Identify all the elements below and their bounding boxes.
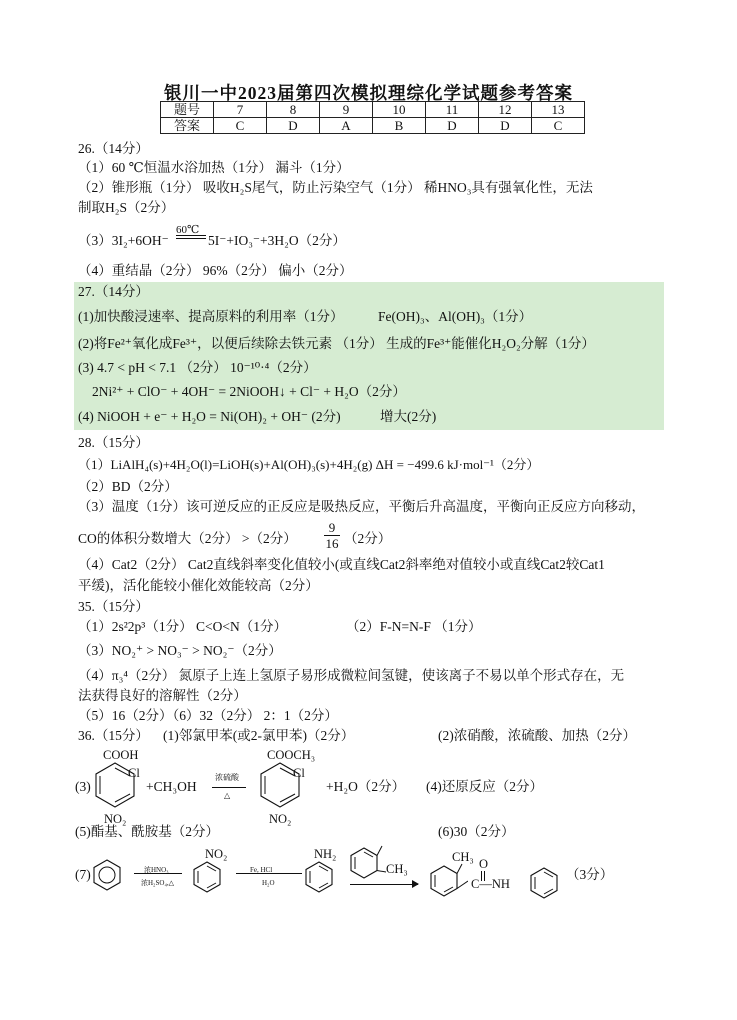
ch3-label-2: CH₃ bbox=[452, 850, 474, 864]
benzene-ring-6 bbox=[344, 842, 388, 882]
table-cell: C bbox=[532, 118, 585, 134]
benzene-ring-4 bbox=[190, 860, 224, 894]
table-row bbox=[161, 102, 585, 118]
q36-part7-score: （3分） bbox=[566, 867, 614, 882]
cooh-label: COOH bbox=[103, 748, 139, 762]
cond-top-1: 浓硫酸 bbox=[215, 773, 239, 782]
arrow2-top: Fe, HCl bbox=[250, 866, 273, 874]
q26-line4-right: 5I⁻+IO₃⁻+3H₂O（2分） bbox=[208, 233, 346, 248]
table-cell: 9 bbox=[320, 102, 373, 118]
arrow2-bot: H₂O bbox=[262, 879, 275, 887]
table-cell: D bbox=[479, 118, 532, 134]
q28-line2: （2）BD（2分） bbox=[78, 479, 178, 494]
q28-line3: （3）温度（1分）该可逆反应的正反应是吸热反应，平衡后升高温度，平衡向正反应方向移动， bbox=[78, 499, 645, 514]
q36-part5: (5)酯基、酰胺基（2分） bbox=[75, 824, 219, 839]
table-row bbox=[161, 118, 585, 134]
oxygen-label: O bbox=[479, 857, 489, 871]
q27-line5-left: (4) NiOOH + e⁻ + H₂O = Ni(OH)₂ + OH⁻ (2分) bbox=[78, 409, 341, 424]
answer-table bbox=[160, 101, 585, 134]
cond-bot-1: △ bbox=[224, 791, 231, 800]
fraction-numerator: 9 bbox=[324, 520, 340, 536]
no2-label-1: NO₂ bbox=[104, 812, 127, 826]
no2-label-3: NO₂ bbox=[205, 847, 228, 861]
benzene-ring-2 bbox=[255, 760, 305, 812]
benzene-ring-3 bbox=[90, 858, 124, 892]
benzene-ring-8 bbox=[526, 866, 562, 902]
table-cell: 题号 bbox=[161, 102, 214, 118]
q36-heading: 36.（15分） bbox=[78, 728, 149, 743]
q26-line2: （2）锥形瓶（1分） 吸收H₂S尾气，防止污染空气（1分） 稀HNO₃具有强氧化性，无法 bbox=[78, 180, 593, 195]
reaction-arrow-2 bbox=[134, 873, 182, 874]
q26-line3: 制取H₂S（2分） bbox=[78, 200, 175, 215]
benzene-ring-1 bbox=[90, 760, 140, 812]
methanol-reactant: +CH₃OH bbox=[146, 779, 197, 794]
table-cell: 10 bbox=[373, 102, 426, 118]
ch3-label-1: CH₃ bbox=[386, 862, 408, 876]
equals-bar-bottom bbox=[176, 238, 206, 239]
table-cell: C bbox=[214, 118, 267, 134]
arrow1-bot: 浓H₂SO₄,△ bbox=[141, 879, 175, 887]
no2-label-2: NO₂ bbox=[269, 812, 292, 826]
benzene-ring-5 bbox=[302, 860, 336, 894]
q35-line2: （3）NO₂⁺ > NO₃⁻ > NO₂⁻（2分） bbox=[78, 643, 282, 658]
q27-line1-left: (1)加快酸浸速率、提高原料的利用率（1分） bbox=[78, 309, 344, 324]
q36-line1-left: (1)邻氯甲苯(或2-氯甲苯)（2分） bbox=[163, 728, 355, 743]
q26-line1: （1）60 ℃恒温水浴加热（1分） 漏斗（1分） bbox=[78, 160, 350, 175]
table-cell: 7 bbox=[214, 102, 267, 118]
q27-line2: (2)将Fe²⁺氧化成Fe³⁺，以便后续除去铁元素 （1分） 生成的Fe³⁺能催化H₂O₂分解（1分） bbox=[78, 336, 595, 351]
table-cell: D bbox=[267, 118, 320, 134]
q36-part7-label: (7) bbox=[75, 867, 91, 882]
q35-line1-left: （1）2s²2p³（1分） C<O<N（1分） bbox=[78, 619, 287, 634]
fraction-denominator: 16 bbox=[325, 536, 339, 551]
q35-line4: 法获得良好的溶解性（2分） bbox=[78, 688, 247, 703]
table-cell: 13 bbox=[532, 102, 585, 118]
fraction bbox=[324, 520, 340, 551]
table-cell: 12 bbox=[479, 102, 532, 118]
table-cell: 8 bbox=[267, 102, 320, 118]
cooch3-label: COOCH₃ bbox=[267, 748, 316, 762]
nh2-label: NH₂ bbox=[314, 847, 337, 861]
table-cell: A bbox=[320, 118, 373, 134]
q36-line1-right: (2)浓硝酸，浓硫酸、加热（2分） bbox=[438, 728, 636, 743]
arrow-head bbox=[412, 880, 419, 888]
reaction-condition: 60℃ bbox=[176, 224, 200, 236]
reaction-arrow-4 bbox=[350, 884, 418, 885]
water-product: +H₂O（2分） bbox=[326, 779, 406, 794]
table-cell: B bbox=[373, 118, 426, 134]
arrow1-top: 浓HNO₃ bbox=[144, 866, 169, 874]
q26-line4-left: （3）3I₂+6OH⁻ bbox=[78, 233, 169, 248]
q26-heading: 26.（14分） bbox=[78, 141, 149, 156]
q28-line1: （1）LiAlH₄(s)+4H₂O(l)=LiOH(s)+Al(OH)₃(s)+4H₂(g) ΔH = −499.6 kJ·mol⁻¹（2分） bbox=[78, 457, 540, 472]
q28-line4-right: （2分） bbox=[344, 531, 392, 546]
q35-line3: （4）π₃⁴（2分） 氮原子上连上氢原子易形成微粒间氢键，使该离子不易以单个形式存在，无 bbox=[78, 668, 625, 683]
table-cell: D bbox=[426, 118, 479, 134]
table-cell: 答案 bbox=[161, 118, 214, 134]
q27-line1-right: Fe(OH)₃、Al(OH)₃（1分） bbox=[378, 309, 533, 324]
q27-line4: 2Ni²⁺ + ClO⁻ + 4OH⁻ = 2NiOOH↓ + Cl⁻ + H₂O（2分） bbox=[92, 384, 406, 399]
page-title: 银川一中2023届第四次模拟理综化学试题参考答案 bbox=[164, 83, 573, 103]
q27-line3: (3) 4.7 < pH < 7.1 （2分） 10⁻¹⁰·⁴（2分） bbox=[78, 360, 317, 375]
q35-line1-right: （2）F-N=N-F （1分） bbox=[346, 619, 482, 634]
q28-line6: 平缓)，活化能较小催化效能较高（2分） bbox=[78, 578, 319, 593]
q28-heading: 28.（15分） bbox=[78, 435, 149, 450]
q35-heading: 35.（15分） bbox=[78, 599, 149, 614]
q36-part6: (6)30（2分） bbox=[438, 824, 515, 839]
q28-line4-left: CO的体积分数增大（2分） >（2分） bbox=[78, 531, 297, 546]
q36-part4: (4)还原反应（2分） bbox=[426, 779, 543, 794]
q36-part3-label: (3) bbox=[75, 779, 91, 794]
table-cell: 11 bbox=[426, 102, 479, 118]
cl-label-1: Cl bbox=[128, 766, 140, 780]
equals-bar-top bbox=[176, 235, 206, 236]
q35-line5: （5）16（2分）（6）32（2分） 2：1（2分） bbox=[78, 708, 338, 723]
q26-line5: （4）重结晶（2分） 96%（2分） 偏小（2分） bbox=[78, 263, 353, 278]
cl-label-2: Cl bbox=[293, 766, 305, 780]
q28-line5: （4）Cat2（2分） Cat2直线斜率变化值较小(或直线Cat2斜率绝对值较小或直线Cat2较Cat1 bbox=[78, 557, 605, 572]
amide-label: C—NH bbox=[471, 877, 510, 891]
reaction-arrow-3 bbox=[236, 873, 302, 874]
benzene-ring-7 bbox=[424, 862, 468, 902]
q27-line5-right: 增大(2分) bbox=[380, 409, 437, 424]
highlight-block bbox=[74, 282, 664, 430]
q27-heading: 27.（14分） bbox=[78, 284, 149, 299]
